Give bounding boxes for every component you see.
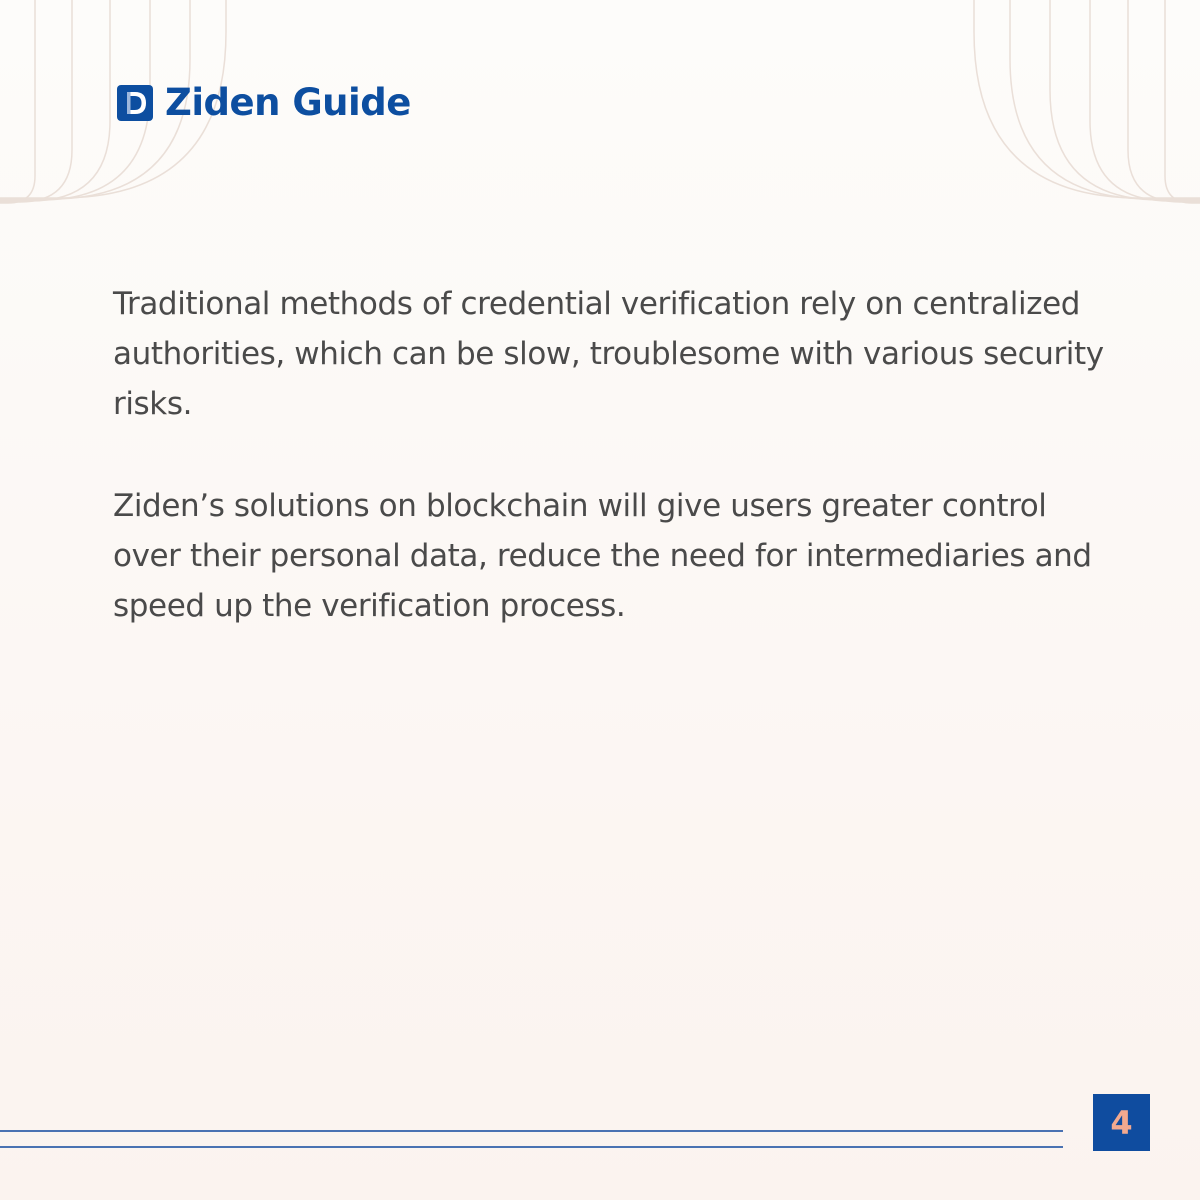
footer-rule-top bbox=[0, 1130, 1063, 1132]
page-number: 4 bbox=[1110, 1103, 1133, 1142]
main-content bbox=[113, 279, 1113, 631]
page-number-badge bbox=[1093, 1094, 1150, 1151]
paragraph-ziden-solutions: Ziden’s solutions on blockchain will give users greater control over their personal data, reduce the need for intermediaries and speed up the verification process. bbox=[113, 488, 1092, 624]
corner-arcs-right-decoration bbox=[970, 0, 1200, 205]
ziden-d-logo-icon bbox=[117, 85, 153, 121]
brand-name: Ziden Guide bbox=[165, 81, 411, 124]
footer-rule-bottom bbox=[0, 1146, 1063, 1148]
brand-header bbox=[117, 81, 411, 124]
paragraph-traditional-methods: Traditional methods of credential verification rely on centralized authorities, which can be slow, troublesome with various security risks. bbox=[113, 286, 1104, 422]
